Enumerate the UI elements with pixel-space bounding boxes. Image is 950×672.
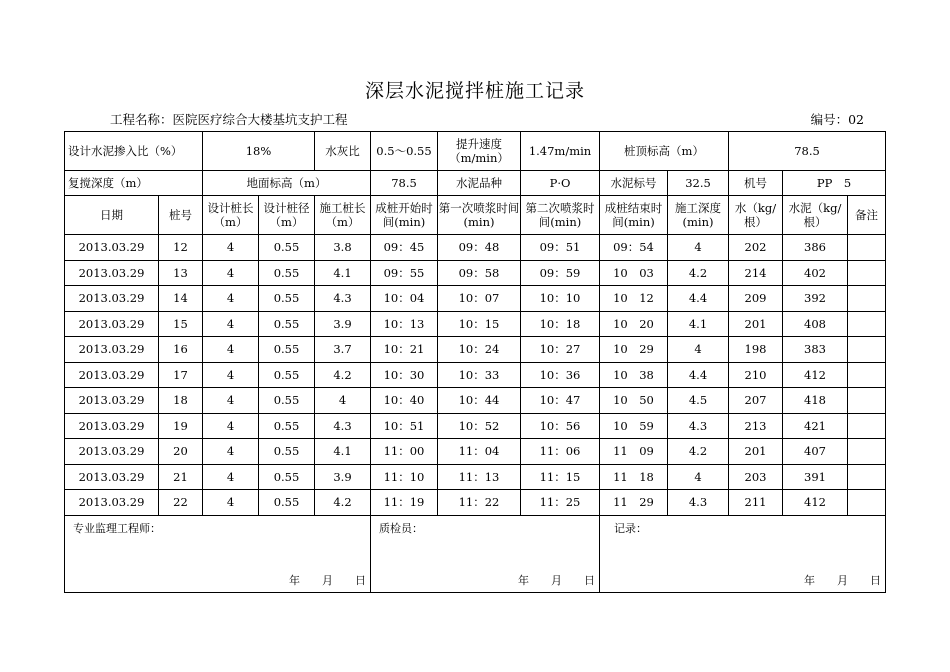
table-cell: 4.5 xyxy=(668,388,729,414)
table-cell: 2013.03.29 xyxy=(65,235,159,261)
table-cell: 4 xyxy=(203,490,259,516)
table-cell: 210 xyxy=(729,362,783,388)
table-cell: 4.1 xyxy=(668,311,729,337)
table-cell: 0.55 xyxy=(259,362,315,388)
table-cell: 0.55 xyxy=(259,388,315,414)
table-cell: 0.55 xyxy=(259,490,315,516)
inspector-date: 年 月 日 xyxy=(518,573,595,587)
table-cell: 11：15 xyxy=(521,464,600,490)
table-cell: 10 29 xyxy=(600,337,668,363)
table-cell: 20 xyxy=(159,439,203,465)
table-cell: 10：36 xyxy=(521,362,600,388)
table-row xyxy=(65,235,886,261)
table-cell: 4.2 xyxy=(315,362,371,388)
table-cell xyxy=(848,439,886,465)
table-cell: 11：25 xyxy=(521,490,600,516)
table-cell: 4.3 xyxy=(315,413,371,439)
table-cell: 4.4 xyxy=(668,286,729,312)
table-cell xyxy=(848,388,886,414)
table-cell: 408 xyxy=(783,311,848,337)
table-cell: 2013.03.29 xyxy=(65,413,159,439)
table-cell: 198 xyxy=(729,337,783,363)
table-cell: 4.3 xyxy=(315,286,371,312)
table-cell: 0.55 xyxy=(259,311,315,337)
table-cell: 12 xyxy=(159,235,203,261)
table-cell: 10：47 xyxy=(521,388,600,414)
cement-ratio-value: 18% xyxy=(203,132,315,171)
table-cell: 11 29 xyxy=(600,490,668,516)
table-cell: 10：24 xyxy=(438,337,521,363)
table-cell: 10：27 xyxy=(521,337,600,363)
table-cell xyxy=(848,464,886,490)
table-cell: 10：15 xyxy=(438,311,521,337)
table-cell: 11：19 xyxy=(371,490,438,516)
table-cell: 412 xyxy=(783,490,848,516)
table-cell xyxy=(848,311,886,337)
table-cell: 2013.03.29 xyxy=(65,490,159,516)
table-cell: 10：33 xyxy=(438,362,521,388)
table-cell: 10：21 xyxy=(371,337,438,363)
header-row-1 xyxy=(65,132,886,171)
lift-speed-label: 提升速度（m/min） xyxy=(438,132,521,171)
top-elevation-label: 桩顶标高（m） xyxy=(600,132,729,171)
table-cell: 11：00 xyxy=(371,439,438,465)
table-cell: 391 xyxy=(783,464,848,490)
table-cell: 3.7 xyxy=(315,337,371,363)
table-cell: 14 xyxy=(159,286,203,312)
table-cell: 4.3 xyxy=(668,490,729,516)
table-cell: 0.55 xyxy=(259,439,315,465)
table-cell: 201 xyxy=(729,311,783,337)
table-cell: 10：51 xyxy=(371,413,438,439)
column-header: 水泥（kg/根） xyxy=(783,196,848,235)
table-cell: 09：55 xyxy=(371,260,438,286)
column-header: 日期 xyxy=(65,196,159,235)
table-cell: 11：10 xyxy=(371,464,438,490)
table-cell: 213 xyxy=(729,413,783,439)
table-cell: 10：56 xyxy=(521,413,600,439)
table-cell: 214 xyxy=(729,260,783,286)
signature-row xyxy=(65,515,886,592)
table-row xyxy=(65,337,886,363)
table-row xyxy=(65,311,886,337)
column-header: 设计桩长（m） xyxy=(203,196,259,235)
table-cell: 09：51 xyxy=(521,235,600,261)
table-cell: 2013.03.29 xyxy=(65,439,159,465)
project-name: 工程名称：医院医疗综合大楼基坑支护工程 xyxy=(110,112,348,127)
supervisor-label: 专业监理工程师： xyxy=(73,521,161,535)
table-cell: 4.2 xyxy=(668,439,729,465)
column-header: 桩号 xyxy=(159,196,203,235)
table-cell: 383 xyxy=(783,337,848,363)
table-cell: 4.2 xyxy=(315,490,371,516)
table-cell: 11：22 xyxy=(438,490,521,516)
table-cell: 407 xyxy=(783,439,848,465)
table-cell: 4 xyxy=(203,388,259,414)
table-cell: 2013.03.29 xyxy=(65,362,159,388)
table-cell: 4 xyxy=(203,362,259,388)
cement-grade-value: 32.5 xyxy=(668,171,729,196)
table-row xyxy=(65,439,886,465)
table-cell: 2013.03.29 xyxy=(65,260,159,286)
table-row xyxy=(65,490,886,516)
cement-grade-label: 水泥标号 xyxy=(600,171,668,196)
record-table xyxy=(64,131,886,593)
table-cell: 10 20 xyxy=(600,311,668,337)
table-cell xyxy=(848,362,886,388)
table-cell xyxy=(848,337,886,363)
table-cell: 4.1 xyxy=(315,439,371,465)
table-cell: 3.8 xyxy=(315,235,371,261)
table-cell: 4 xyxy=(203,413,259,439)
table-cell: 11：06 xyxy=(521,439,600,465)
table-cell: 392 xyxy=(783,286,848,312)
lift-speed-value: 1.47m/min xyxy=(521,132,600,171)
table-cell: 4 xyxy=(668,235,729,261)
table-cell: 17 xyxy=(159,362,203,388)
data-rows xyxy=(65,235,886,516)
table-cell: 4 xyxy=(203,286,259,312)
table-cell: 4 xyxy=(668,464,729,490)
table-cell: 209 xyxy=(729,286,783,312)
table-cell: 19 xyxy=(159,413,203,439)
table-cell: 09：48 xyxy=(438,235,521,261)
table-cell: 0.55 xyxy=(259,235,315,261)
table-cell: 10 03 xyxy=(600,260,668,286)
table-cell: 202 xyxy=(729,235,783,261)
table-cell: 2013.03.29 xyxy=(65,337,159,363)
top-elevation-value: 78.5 xyxy=(729,132,886,171)
table-cell: 4.1 xyxy=(315,260,371,286)
column-header: 水（kg/根） xyxy=(729,196,783,235)
recorder-date: 年 月 日 xyxy=(804,573,882,587)
remix-depth-label: 复搅深度（m） xyxy=(65,171,203,196)
table-cell: 4 xyxy=(203,311,259,337)
table-cell: 10 50 xyxy=(600,388,668,414)
table-row xyxy=(65,286,886,312)
table-cell: 2013.03.29 xyxy=(65,311,159,337)
column-header-row xyxy=(65,196,886,235)
supervisor-date: 年 月 日 xyxy=(289,573,366,587)
table-cell: 4.2 xyxy=(668,260,729,286)
column-header: 第一次喷浆时间(min) xyxy=(438,196,521,235)
inspector-cell xyxy=(371,515,600,592)
cement-ratio-label: 设计水泥掺入比（%） xyxy=(65,132,203,171)
table-cell: 4.3 xyxy=(668,413,729,439)
table-row xyxy=(65,413,886,439)
table-cell: 11 18 xyxy=(600,464,668,490)
table-cell: 10 38 xyxy=(600,362,668,388)
table-cell: 11 09 xyxy=(600,439,668,465)
table-cell: 10：18 xyxy=(521,311,600,337)
table-cell: 13 xyxy=(159,260,203,286)
table-cell: 402 xyxy=(783,260,848,286)
table-cell: 386 xyxy=(783,235,848,261)
column-header: 成桩开始时间(min) xyxy=(371,196,438,235)
table-cell: 203 xyxy=(729,464,783,490)
table-row xyxy=(65,260,886,286)
table-row xyxy=(65,464,886,490)
table-cell: 418 xyxy=(783,388,848,414)
column-header: 成桩结束时间(min) xyxy=(600,196,668,235)
supervisor-cell xyxy=(65,515,371,592)
table-cell: 21 xyxy=(159,464,203,490)
table-cell: 09：59 xyxy=(521,260,600,286)
table-cell: 22 xyxy=(159,490,203,516)
table-cell: 10：52 xyxy=(438,413,521,439)
table-cell: 15 xyxy=(159,311,203,337)
table-cell: 10：40 xyxy=(371,388,438,414)
table-cell: 0.55 xyxy=(259,260,315,286)
column-header: 第二次喷浆时间(min) xyxy=(521,196,600,235)
table-cell: 2013.03.29 xyxy=(65,286,159,312)
table-cell: 18 xyxy=(159,388,203,414)
table-cell: 10：13 xyxy=(371,311,438,337)
table-cell: 4 xyxy=(203,464,259,490)
machine-value: PP 5 xyxy=(783,171,886,196)
table-cell: 207 xyxy=(729,388,783,414)
wc-ratio-value: 0.5～0.55 xyxy=(371,132,438,171)
table-cell: 3.9 xyxy=(315,464,371,490)
column-header: 设计桩径（m） xyxy=(259,196,315,235)
table-cell: 201 xyxy=(729,439,783,465)
table-cell: 10：04 xyxy=(371,286,438,312)
column-header: 施工深度(min) xyxy=(668,196,729,235)
table-cell: 10：10 xyxy=(521,286,600,312)
table-cell: 4.4 xyxy=(668,362,729,388)
header-row-2 xyxy=(65,171,886,196)
table-cell xyxy=(848,235,886,261)
table-cell: 09：45 xyxy=(371,235,438,261)
table-cell: 2013.03.29 xyxy=(65,464,159,490)
table-cell: 10：30 xyxy=(371,362,438,388)
table-cell: 4 xyxy=(668,337,729,363)
ground-elevation-label: 地面标高（m） xyxy=(203,171,371,196)
table-cell: 11：04 xyxy=(438,439,521,465)
wc-ratio-label: 水灰比 xyxy=(315,132,371,171)
page-title: 深层水泥搅拌桩施工记录 xyxy=(364,80,585,102)
table-cell xyxy=(848,490,886,516)
table-cell: 412 xyxy=(783,362,848,388)
table-row xyxy=(65,388,886,414)
table-cell: 4 xyxy=(203,235,259,261)
cement-type-value: P·O xyxy=(521,171,600,196)
table-cell: 4 xyxy=(203,337,259,363)
table-cell xyxy=(848,413,886,439)
inspector-label: 质检员： xyxy=(379,521,423,535)
table-cell: 4 xyxy=(203,260,259,286)
table-row xyxy=(65,362,886,388)
table-cell: 0.55 xyxy=(259,413,315,439)
cement-type-label: 水泥品种 xyxy=(438,171,521,196)
column-header: 施工桩长（m） xyxy=(315,196,371,235)
table-cell: 0.55 xyxy=(259,337,315,363)
table-cell: 10：07 xyxy=(438,286,521,312)
machine-label: 机号 xyxy=(729,171,783,196)
table-cell: 09：58 xyxy=(438,260,521,286)
table-cell: 10 12 xyxy=(600,286,668,312)
column-header: 备注 xyxy=(848,196,886,235)
table-cell: 211 xyxy=(729,490,783,516)
recorder-label: 记录： xyxy=(614,521,647,535)
table-cell: 421 xyxy=(783,413,848,439)
table-cell: 4 xyxy=(315,388,371,414)
table-cell: 3.9 xyxy=(315,311,371,337)
table-cell: 10 59 xyxy=(600,413,668,439)
table-cell: 2013.03.29 xyxy=(65,388,159,414)
table-cell: 11：13 xyxy=(438,464,521,490)
recorder-cell xyxy=(600,515,886,592)
table-cell: 0.55 xyxy=(259,286,315,312)
record-number: 编号：02 xyxy=(810,112,864,127)
table-cell: 4 xyxy=(203,439,259,465)
table-cell xyxy=(848,286,886,312)
table-cell: 09：54 xyxy=(600,235,668,261)
table-cell xyxy=(848,260,886,286)
table-cell: 0.55 xyxy=(259,464,315,490)
ground-elevation-value: 78.5 xyxy=(371,171,438,196)
table-cell: 16 xyxy=(159,337,203,363)
table-cell: 10：44 xyxy=(438,388,521,414)
